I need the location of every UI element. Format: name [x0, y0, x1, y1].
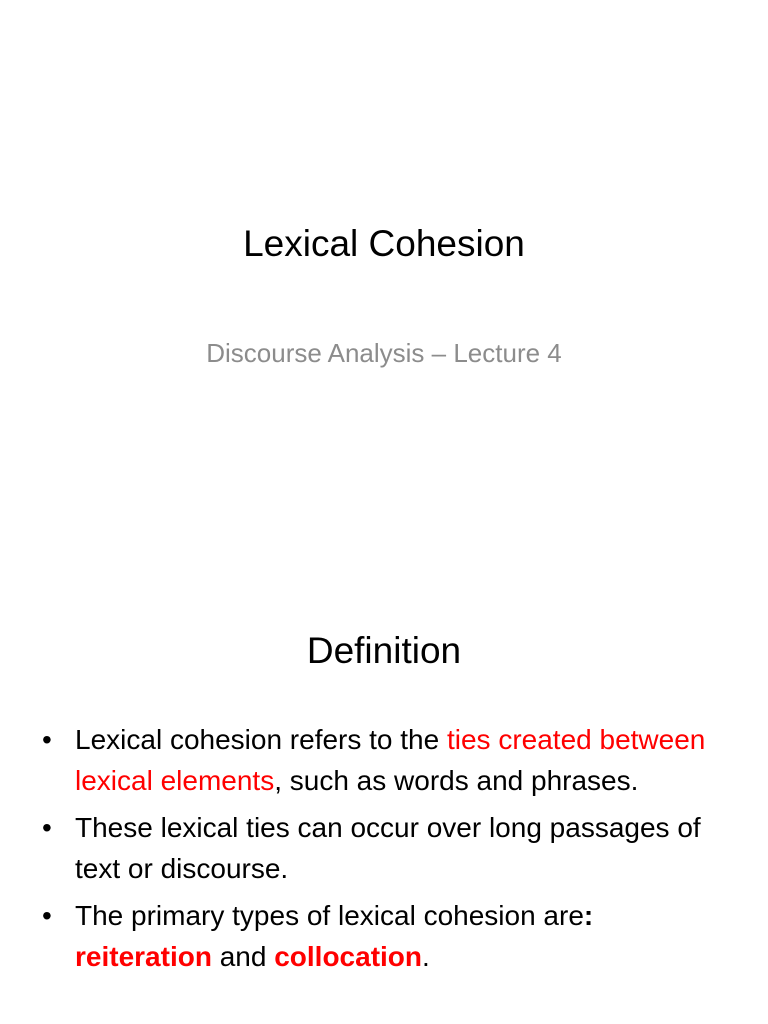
bullet-marker: • [42, 900, 52, 931]
definition-slide [0, 576, 768, 1024]
bullet-text: . [422, 941, 430, 972]
bullet-marker: • [42, 724, 52, 755]
bullet-text: , such as words and phrases. [274, 765, 639, 796]
bullet-text: These lexical ties can occur over long passages of text or discourse. [75, 812, 701, 884]
term-reiteration: reiteration [75, 941, 212, 972]
slide-title: Lexical Cohesion [243, 223, 525, 264]
highlighted-phrase: ties created between lexical elements [75, 724, 706, 796]
bullet-text: and [211, 941, 275, 972]
bullet-text: Lexical cohesion refers to the [75, 724, 447, 755]
bullet-item [0, 895, 768, 977]
term-collocation: collocation [274, 941, 423, 972]
slide-title: Definition [306, 630, 462, 671]
bullet-list [0, 719, 768, 983]
bullet-text: The primary types of lexical cohesion are [75, 900, 584, 931]
bullet-item [0, 719, 768, 801]
bullet-item [0, 807, 768, 889]
bullet-marker: • [42, 812, 52, 843]
colon: : [583, 900, 594, 931]
slide-subtitle: Discourse Analysis – Lecture 4 [206, 338, 562, 368]
